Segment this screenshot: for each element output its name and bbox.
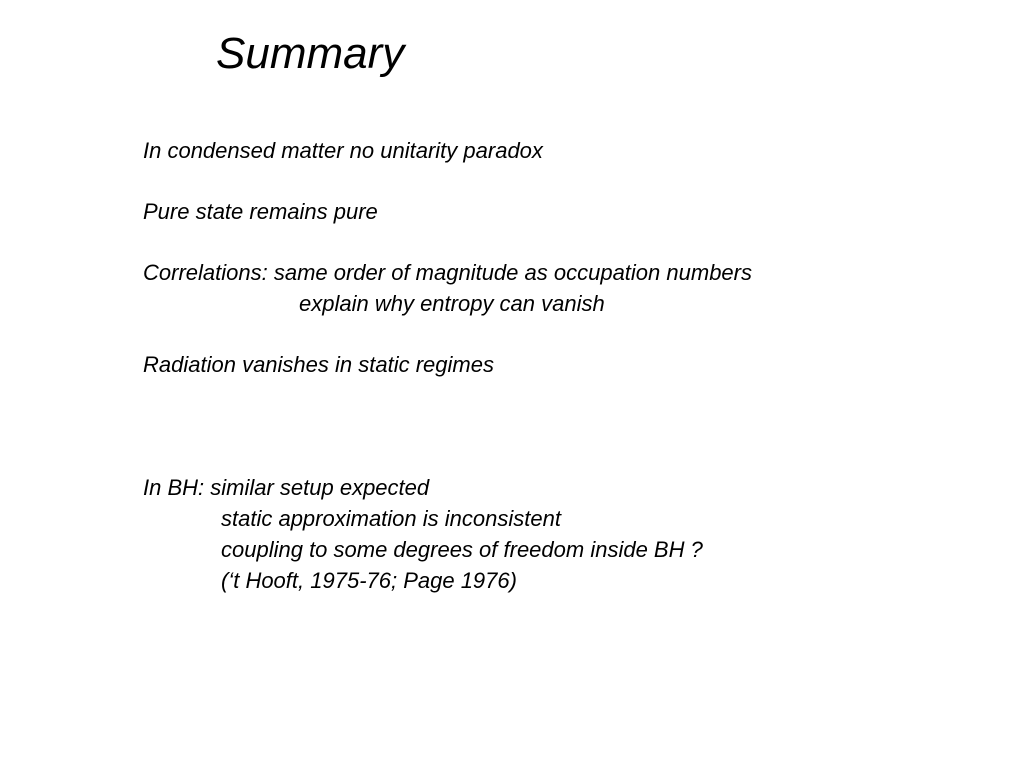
point-pure-state: Pure state remains pure bbox=[143, 199, 378, 224]
bh-citation: (‘t Hooft, 1975-76; Page 1976) bbox=[221, 568, 517, 593]
point-unitarity: In condensed matter no unitarity paradox bbox=[143, 138, 543, 163]
point-radiation: Radiation vanishes in static regimes bbox=[143, 352, 494, 377]
bh-static-approximation: static approximation is inconsistent bbox=[221, 506, 561, 531]
point-correlations: Correlations: same order of magnitude as occupation numbers bbox=[143, 260, 752, 285]
bh-coupling: coupling to some degrees of freedom inside BH ? bbox=[221, 537, 703, 562]
bh-setup: In BH: similar setup expected bbox=[143, 475, 430, 500]
point-correlations-continued: explain why entropy can vanish bbox=[299, 291, 605, 316]
slide-title: Summary bbox=[216, 29, 405, 78]
